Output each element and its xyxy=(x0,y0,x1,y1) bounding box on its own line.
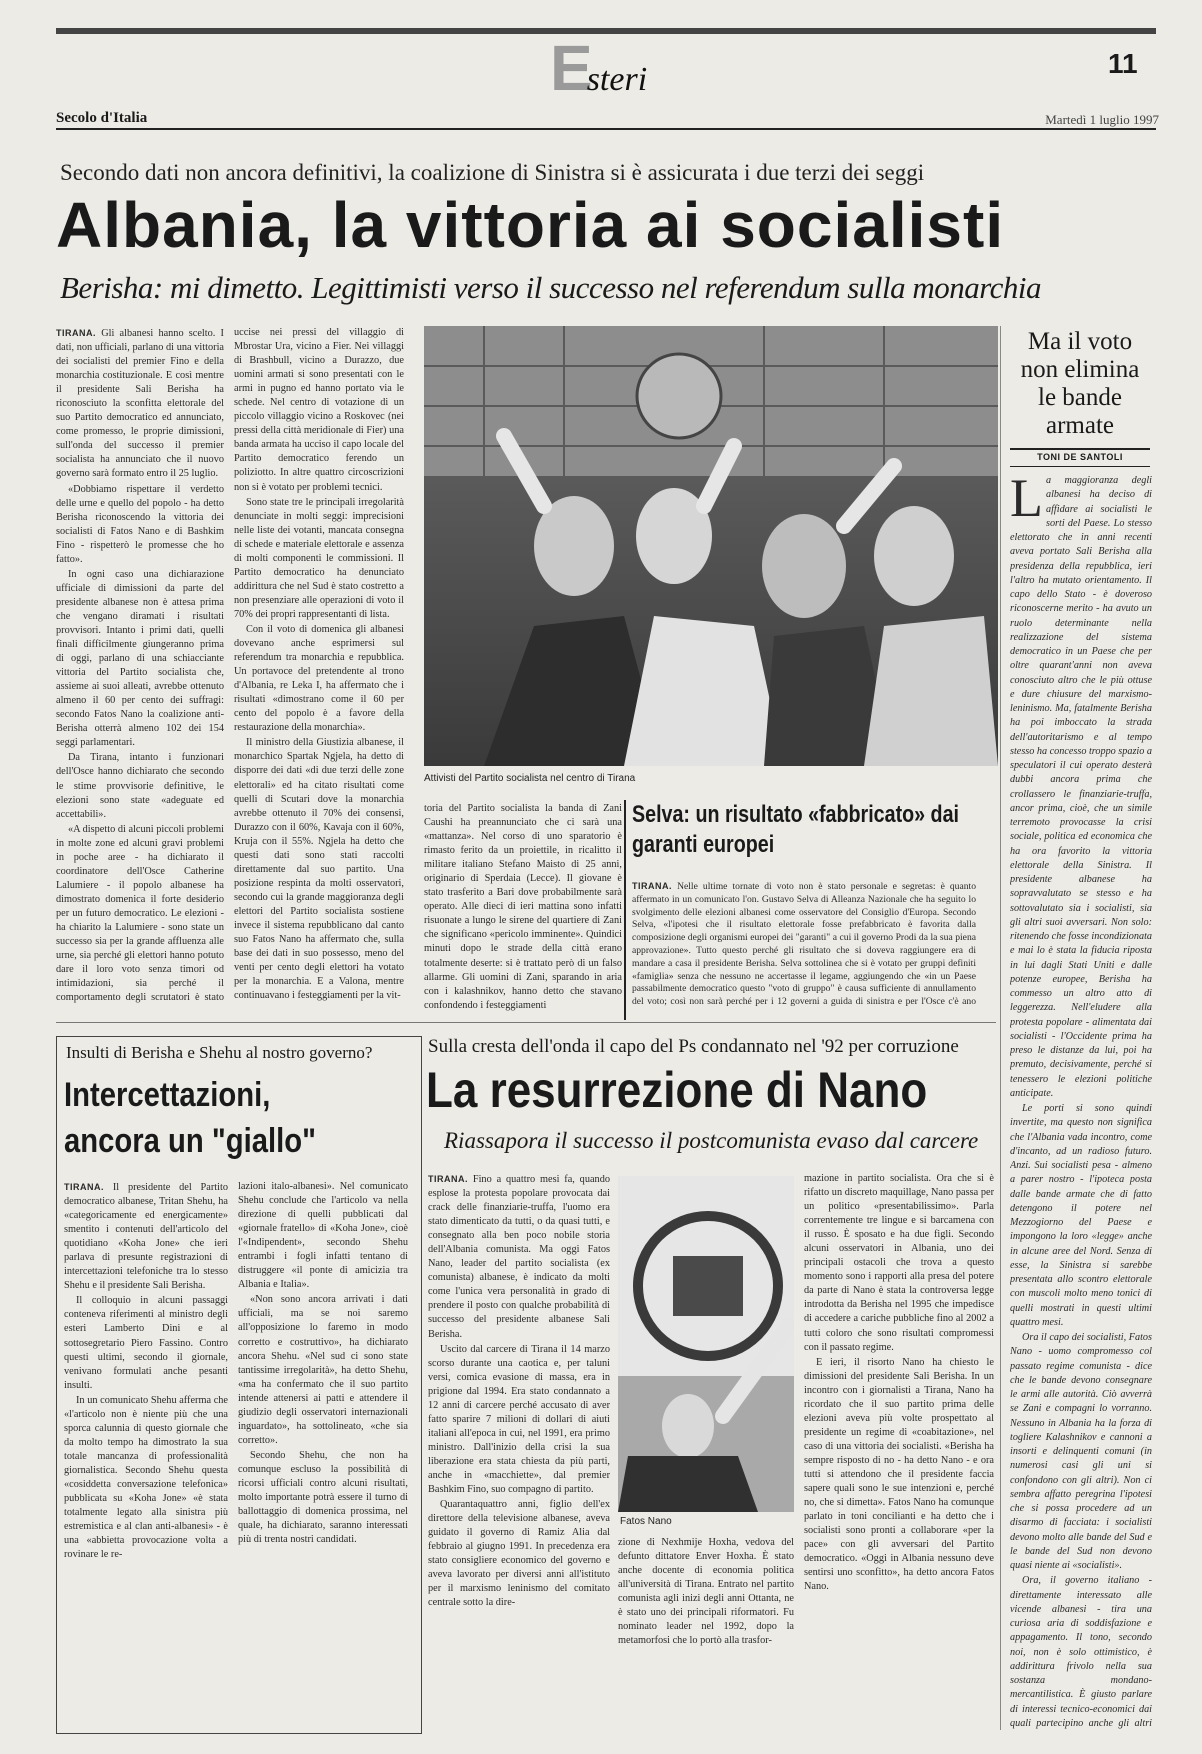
main-subhead: Berisha: mi dimetto. Legittimisti verso il successo nel referendum sulla monarchia xyxy=(60,270,1042,305)
lower-divider xyxy=(56,1022,996,1023)
side-column-rule xyxy=(1000,326,1001,1730)
nano-subhead: Riassapora il successo il postcomunista evaso dal carcere xyxy=(444,1128,979,1153)
section-title xyxy=(550,32,653,104)
main-photo xyxy=(424,326,998,766)
side-byline-rule-bottom xyxy=(1010,466,1150,467)
section-initial: E xyxy=(550,32,593,104)
top-rule xyxy=(56,28,1156,34)
nano-photo xyxy=(618,1176,794,1512)
newspaper-name: Secolo d'Italia xyxy=(56,110,148,126)
side-byline: TONI DE SANTOLI xyxy=(1037,452,1123,462)
intercept-headline: Intercettazioni, ancora un "giallo" xyxy=(64,1076,316,1160)
nano-headline: La resurrezione di Nano xyxy=(426,1062,928,1118)
issue-date: Martedì 1 luglio 1997 xyxy=(1045,112,1159,127)
nano-photo-image xyxy=(618,1176,794,1512)
nano-kicker: Sulla cresta dell'onda il capo del Ps condannato nel '92 per corruzione xyxy=(428,1036,959,1057)
page-number: 11 xyxy=(1108,48,1138,79)
main-story-col1: TIRANA. Gli albanesi hanno scelto. I dati, non ufficiali, parlano di una vittoria dei socialisti del premier Fino e della monarchia costituzionale. E così mentre il presidente Sali Berisha ha riconosciuto la sconfitta elettorale del suo Partito democratico ed annunciato, come promesso, le proprie dimissioni, sull'onda del successo il premier socialista ha annunciato che il nuovo governo sarà formato entro il 25 luglio. «Dobbiamo rispettare il verdetto delle urne e quello del popolo - ha detto Berisha riconoscendo la vittoria dei socialisti di Fatos Nano e di Bashkim Fino - rispetterò le promesse che ho fatto». In ogni caso una dichiarazione ufficiale di dimissioni da parte del presidente albanese non è attesa prima che vengano diramati i risultati provvisori. Intanto i primi dati, quelli finali difficilmente giungeranno prima di oggi, parlano di una schiacciante vittoria del Partito socialista che, assieme ai suoi alleati, avrebbe ottenuto almeno il 60 per cento dei suffragi: secondo Fatos Nano la coalizione anti-Berisha otterrà almeno 102 dei 154 seggi parlamentari. Da Tirana, intanto i funzionari dell'Osce hanno dichiarato che secondo le stime provvisorie definitive, le elezioni sono state «adeguate ed accettabili». «A dispetto di alcuni piccoli problemi in molte zone ed alcuni gravi problemi in poche aree - ha dichiarato il coordinatore dell'Osce Catherine Lalumiere - il popolo albanese ha dimostrato domenica il forte desiderio per un futuro democratico. Le elezioni - ha chiarito la Lalumiere - sono state un successo sia per la grande affluenza alle urne, sia perché gli elettori hanno potuto dare il loro voto senza timori od intimidazioni, sia perché il comportamento degli scrutatori è stato xyxy=(56,328,224,1004)
nano-col3: mazione in partito socialista. Ora che si è rifatto un discreto maquillage, Nano passa per un politico «presentabilissimo». Parla correntemente tre lingue e si barcamena con il russo. È sposato e ha due figli. Secondo alcuni osservatori in Albania, uno dei principali ostacoli che trova a questo momento sono i rapporti alla presa del potere da parte di Nano è stata la controversa legge introdotta da Berisha nel 1995 che impedisce di accedere a cariche pubbliche fino al 2002 a tutti coloro che sono risultati compromessi con il passato regime. E ieri, il risorto Nano ha chiesto le dimissioni del presidente Sali Berisha. In un incontro con i giornalisti a Tirana, Nano ha ricordato che il suo partito prima delle elezioni aveva più volte prospettato al presidente un regime di «coabitazione», nel caso di una vittoria dei socialisti. «Berisha ha sempre risposto di no - ha detto Nano - e ora tutti si attendono che il presidente faccia sapere quali sono le sue intenzioni e, perché no, che si dimetta». Fatos Nano ha comunque parlato in toni concilianti e ha detto che i socialisti sono pronti a collaborare «per la pace» con gli avversari del Partito democratico. «Oggi in Albania nessuno deve sentirsi uno sconfitto», ha detto ancora Fatos Nano. xyxy=(804,1173,994,1593)
main-photo-caption: Attivisti del Partito socialista nel centro di Tirana xyxy=(424,773,636,784)
header-rule xyxy=(56,128,1156,130)
intercept-col2: lazioni italo-albanesi». Nel comunicato Shehu conclude che l'articolo va nella direzione di quelli pubblicati dal «giornale fratello» di «Koha Jone», cioè l'«Indipendent», secondo Shehu entrambi i fogli infatti tentano di distruggere «il ponte di amicizia tra Albania e Italia». «Non sono ancora arrivati i dati ufficiali, ma se noi saremo all'opposizione lo faremo in modo corretto e costruttivo», ha dichiarato ancora Shehu. «Nel sud ci sono state tantissime irregolarità», ha detto Shehu, «ma ha confermato che il suo partito intende attenersi ai patti e attendere il giudizio degli osservatori internazionali inguardato», ha sottolineato, «che sia corretto». Secondo Shehu, che non ha comunque escluso la possibilità di ricorsi ufficiali contro alcuni risultati, molto importante potrà essere il turno di ballottaggio di domenica prossima, nel quale, ha dichiarato, saranno interessati più di trenta nostri candidati. xyxy=(238,1181,408,1546)
side-column-text: La maggioranza degli albanesi ha deciso di affidare ai socialisti le sorti del Paese. Lo stesso elettorato che in anni recenti aveva portato Sali Berisha alla presidenza della repubblica, ieri l'altro ha mutato orientamento. Il capo dello Stato - è doveroso riconoscerne merito - ha avuto un ruolo determinante nella realizzazione del sistema democratico in un Paese che per oltre quarant'anni non aveva conosciuto altro che le più ottuse e dure chiusure del marxismo-leninismo. Ma, fatalmente Berisha ha poi imboccato la strada dell'autoritarismo e al tempo stesso ha concesso troppo spazio a speculatori il cui operato desterà dubbi ancora prima che crollassero le finanziarie-truffa, ancor prima, cioè, che un simile terremoto provocasse la crisi sociale, politica ed economica che ha ora favorito la vittoria elettorale della Sinistra. Il presidente albanese ha sopravvalutato se stesso e ha sottovalutato sia i socialisti, sia gli altri suoi avversari. Non solo: ritenendo che fosse incondizionata e mai lo è stata la fiducia riposta in lui dagli Stati Uniti e dalle potenze europee, Berisha ha commesso un altro atto di leggerezza. Nell'eludere alla protesta popolare - alimentata dai socialisti - l'Occidente prima ha preso le distanze da lui, poi ha premuto, decisivamente, perché si tenessero le elezioni politiche anticipate. Le porti si sono quindi invertite, ma questo non significa che l'Albania vada incontro, come d'incanto, ad un radioso futuro. Anzi. Sui socialisti pesa - almeno a parer nostro - l'ipoteca posta dalle bande armate che di fatto detengono il potere nel Mezzogiorno del Paese e impongono la loro «legge» anche in alcune aree del Nord. Senza di esse, la Sinistra si sarebbe presentata allo scontro elettorale con muscoli molto meno tonici di quelli mostrati in questi ultimi quattro mesi. Ora il capo dei socialisti, Fatos Nano - uomo compromesso col passato regime comunista - dice che le bande devono consegnare le armi alle autorità. Ciò avverrà se Zani e compagni lo vorranno. Nessuno in Albania ha la forza di togliere Kalashnikov e cannoni a insorti e delinquenti comuni (in numerosi casi gli uni si confondono con gli altri). Non ci sembra affatto peregrina l'ipotesi che si possa procedere ad un disarmo di facciata: i socialisti devono molto alle bande del Sud e le bande del Sud non devono quasi niente ai «socialisti». Ora, il governo italiano - direttamente interessato alle vicende albanesi - tira una curiosa aria di soddisfazione e appagamento. Il tono, secondo noi, non è solo ottimistico, è addirittura frivolo nella sua sostanza mondano-mercantilistica. È giusto parlare di interessi tecnico-economici dai quali partecipino anche gli altri xyxy=(1010,474,1152,1729)
intercept-col1: TIRANA. Il presidente del Partito democratico albanese, Tritan Shehu, ha «categoricamente ed energicamente» smentito i contenuti dell'articolo del quotidiano «Koha Jone» che ieri parlava di presunte registrazioni di intercettazioni telefoniche tra lo stesso Shehu e il presidente Sali Berisha. Il colloquio in alcuni passaggi conteneva riferimenti al ministro degli esteri Lamberto Dini e al sottosegretario Piero Fassino. Contro questi ultimi, secondo il giornale, venivano formulati anche pesanti insulti. In un comunicato Shehu afferma che «l'articolo non è niente più che una sporca calunnia di questo giornale che da molto tempo ha dimostrato la sua totale mancanza di professionalità giornalistica. Secondo Shehu questa «cosiddetta conversazione telefonica» pubblicata su «Koha Jone» «è stata totalmente legato alla sinistra più estremistica e al clan anti-albanesi» - è una «abbietta provocazione volta a rovinare le re- xyxy=(64,1182,228,1561)
selva-headline: Selva: un risultato «fabbricato» dai garanti europei xyxy=(632,801,959,858)
nano-col1: TIRANA. Fino a quattro mesi fa, quando esplose la protesta popolare provocata dai crack delle finanziarie-truffa, l'uomo era stato dimenticato da tutti, o da quasi tutti, e consegnato alla ben poco nobile storia dell'Albania comunista. Ma oggi Fatos Nano, leader del partito socialista (ex comunista) albanese, è indicato da molti come l'unica vera personalità in grado di prendere il posto con qualche probabilità di successo del presidente albanese Sali Berisha. Uscito dal carcere di Tirana il 14 marzo scorso durante una caotica e, per taluni versi, comica evasione di massa, era in prigione dal 1994. Era stato condannato a 12 anni di carcere perché accusato di aver fatto sparire 7 milioni di dollari di aiuti italiani all'epoca in cui, nel 1991, era primo ministro. Dall'inizio della crisi la sua liberazione era stata chiesta da più parti, anche in «macchiette», dal premier Bashkim Fino, suo compagno di partito. Quarantaquattro anni, figlio dell'ex direttore della televisione albanese, aveva guidato il governo di Ramiz Alia dal febbraio al giugno 1991. In precedenza era stato consigliere economico del governo e aveva lavorato per diversi anni all'istituto per il marxismo leninismo del comitato centrale sotto la dire- xyxy=(428,1174,610,1609)
side-headline: Ma il voto non elimina le bande armate xyxy=(1020,328,1140,439)
selva-text: TIRANA. Nelle ultime tornate di voto non è stato personale e segretas: è quanto affermato in un comunicato l'on. Gustavo Selva di Alleanza Nazionale che ha seguito lo svolgimento delle elezioni albanesi come osservatore del Consiglio d'Europa. Secondo Selva, «l'ipotesi che il risultato elettorale fosse prefabbricato è favorita dalla composizione degli organismi europei dei "garanti" a cui il governo Prodi da la sua piena approvazione». Tutto questo perché gli risultato che si doveva raggiungere era di mandare a casa il presidente Berisha. Selva sottolinea che si è votato per gruppi definiti «famiglia» senza che nessuno ne accertasse il legame, aggiungendo che «in un Paese passabilmente democratico questo "voto di gruppo" è causa sufficiente di annullamento del voto; così non sarà perché per i 12 governi a guida di sinistra e per l'Osce c'è ano xyxy=(632,881,976,1008)
main-kicker: Secondo dati non ancora definitivi, la coalizione di Sinistra si è assicurata i due terzi dei seggi xyxy=(60,160,925,185)
nano-photo-caption: Fatos Nano xyxy=(620,1516,672,1527)
nano-col2: zione di Nexhmije Hoxha, vedova del defunto dittatore Enver Hoxha. È stato anche docente di economia politica all'università di Tirana. Entrato nel partito comunista agli inizi degli anni Ottanta, ne è stato uno dei principali riformatori. Fu nominato leader nel 1992, dopo la metamorfosi che lo portò alla trasfor- xyxy=(618,1537,794,1647)
selva-box-rule xyxy=(624,800,626,1020)
crowd-photo-image xyxy=(424,326,998,766)
party-emblem-icon xyxy=(637,354,721,438)
dropcap: L xyxy=(1010,474,1043,528)
section-rest: steri xyxy=(586,61,648,98)
main-story-col3: toria del Partito socialista la banda di Zani Caushi ha preannunciato che ci sarà una «mattanza». Nel corso di uno sparatorio è rimasto ferito da un proiettile, in ricalitto il militare italiano Stefano Maisto di 25 anni, originario di Sperdaia (Lecce). Il giovane è stato trasferito a Bari dove probabilmente sarà operato. Alle dieci di ieri mattina sono infatti risuonate a lungo le sirene del quartiere di Zani che significano «pericolo imminente». Quindici minuti dopo le strade della città erano totalmente deserte: si è trattato però di un falso allarme. Gli uomini di Zani, sparando in aria con i kalashnikov, hanno detto che stavano confondendo i festeggiamenti xyxy=(424,803,622,1011)
dateline: TIRANA. xyxy=(56,328,96,338)
main-headline: Albania, la vittoria ai socialisti xyxy=(56,189,1005,261)
side-byline-rule-top xyxy=(1010,448,1150,450)
intercept-kicker: Insulti di Berisha e Shehu al nostro governo? xyxy=(66,1043,373,1062)
main-story-col2: uccise nei pressi del villaggio di Mbrostar Ura, vicino a Fier. Nei villaggi di Brashbull, vicino a Durazzo, due uomini armati si sono presentati con le armi in pugno ed hanno portato via le schede. Nel centro di votazione di un piccolo villaggio vicino a Roskovec (nei pressi della città meridionale di Fier) una banda armata ha ucciso il capo locale del Partito democratico ferendo un poliziotto. In altre quattro circoscrizioni non si è votato per problemi tecnici. Sono state tre le principali irregolarità denunciate in molti seggi: imprecisioni nelle liste dei votanti, mancata consegna di schede e materiale elettorale e assenza di molti componenti le commissioni. Il Partito democratico ha denunciato addirittura che nel Sud è stato costretto a non presenziare alle operazioni di voto il 70% dei propri rappresentanti di lista. Con il voto di domenica gli albanesi dovevano anche esprimersi sul referendum tra monarchia e repubblica. Un portavoce del pretendente al trono d'Albania, re Leka I, ha affermato che i risultati «dimostrano come il 60 per cento del popolo è a favore della restaurazione della monarchia». Il ministro della Giustizia albanese, il monarchico Spartak Ngjela, ha detto di disporre dei dati «di due terzi delle zone elettorali» ed ha citato risultati come quelli di Scutari dove la monarchia avrebbe ottenuto il 70% dei consensi, Durazzo con il 60%, Kavaja con il 60%, Kruja con il 55%. Ngjela ha detto che questi dati sono stati raccolti direttamente dal suo partito. Una posizione respinta da molti osservatori, secondo cui la grande maggioranza degli elettori del Partito socialista sostiene invece il sistema repubblicano dal canto suo Fatos Nano ha affermato che, sulla base dei dati in suo possesso, meno del venti per cento degli elettori ha votato per la monarchia. E a Valona, mentre continuavano i festeggiamenti per la vit- xyxy=(234,327,404,1002)
